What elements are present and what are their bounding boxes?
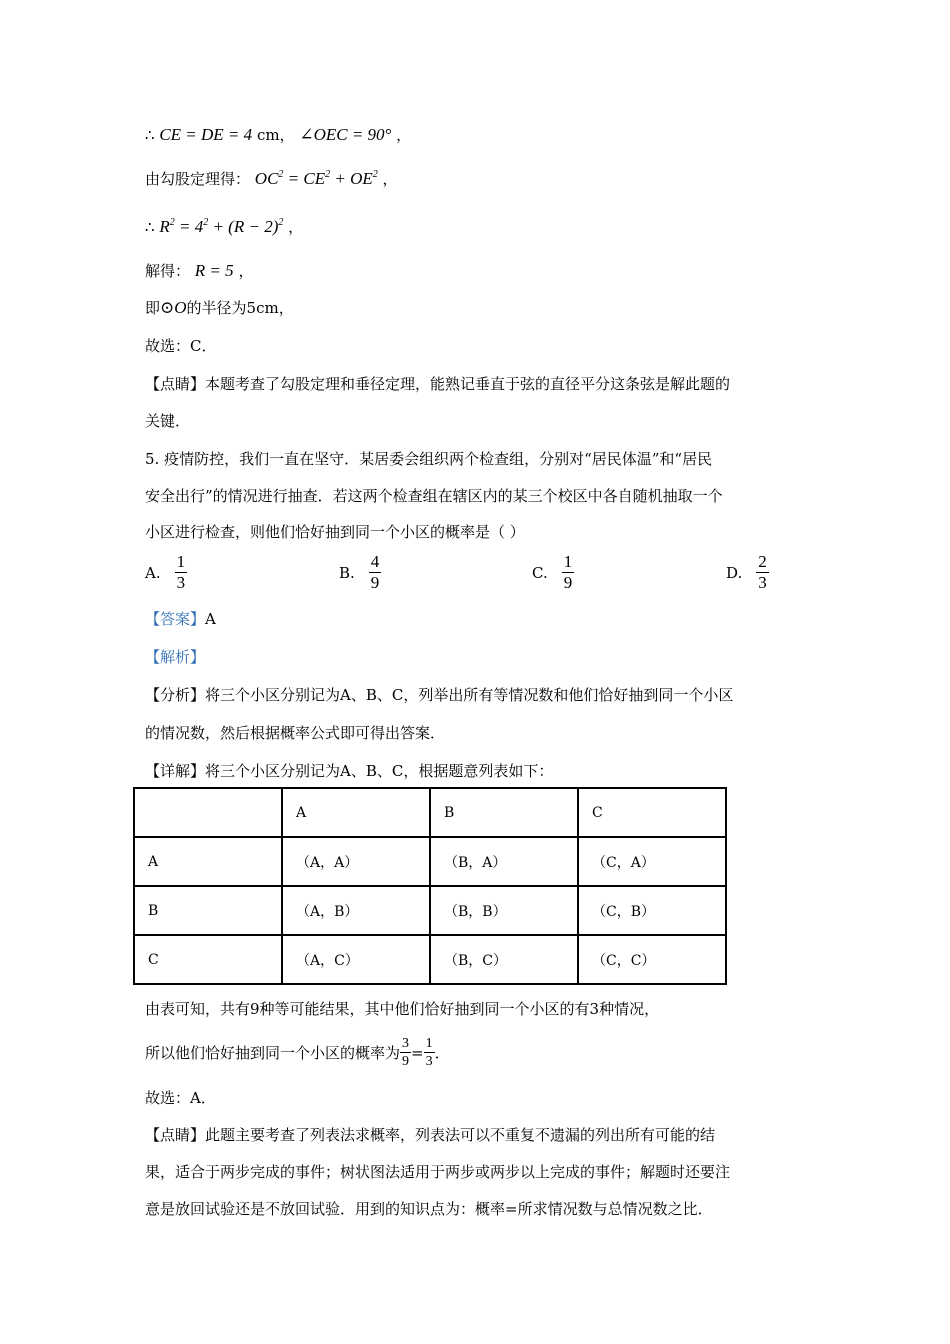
table-cell: （C，B） — [578, 886, 726, 935]
denominator: 3 — [176, 573, 186, 592]
exponent: 2 — [169, 217, 175, 228]
punct: ， — [288, 218, 304, 236]
table-cell — [134, 788, 282, 837]
result-line-2 — [145, 1036, 450, 1069]
table-row — [134, 837, 726, 886]
table-cell: （B，C） — [430, 935, 578, 984]
step-substitution — [145, 216, 303, 238]
equation-r-equals-5: R = 5 — [194, 261, 234, 280]
option-fraction — [369, 553, 382, 592]
table-cell: （C，C） — [578, 935, 726, 984]
comment-line-1: 【点睛】此题主要考查了列表法求概率，列表法可以不重复不遗漏的列出所有可能的结 — [145, 1126, 716, 1144]
table-cell: （B，A） — [430, 837, 578, 886]
step-conclusion — [145, 297, 294, 319]
table-cell: （A，B） — [282, 886, 430, 935]
option-label: D. — [726, 563, 743, 582]
exponent: 2 — [325, 169, 331, 180]
choice-line: 故选：C． — [145, 337, 217, 355]
table-row — [134, 886, 726, 935]
term-four: = 4 — [174, 217, 204, 236]
numerator: 2 — [758, 552, 767, 571]
step-pythagoras — [145, 168, 398, 190]
punct: ． — [434, 1043, 450, 1062]
punct: ， — [238, 262, 254, 280]
equation-angle-oec: ∠OEC = 90° — [299, 125, 392, 144]
step-label: 由勾股定理得： — [145, 170, 251, 188]
text: 所以他们恰好抽到同一个小区的概率为 — [145, 1043, 401, 1062]
question-5-line-1: 5. 疫情防控，我们一直在坚守．某居委会组织两个检查组，分别对“居民体温”和“居民 — [145, 450, 713, 468]
answer-tag: 【答案】 — [145, 610, 206, 628]
denominator: 9 — [402, 1054, 410, 1069]
table-cell: （A，C） — [282, 935, 430, 984]
punct: ， — [382, 170, 398, 188]
option-fraction — [562, 553, 575, 592]
fraction-1-3 — [424, 1036, 435, 1069]
equation-pythagoras — [255, 169, 378, 188]
option-fraction — [756, 553, 769, 592]
option-d — [726, 553, 769, 592]
denominator: 3 — [425, 1054, 433, 1069]
table-cell: （A，A） — [282, 837, 430, 886]
numerator: 3 — [402, 1036, 410, 1051]
choice-line: 故选：A． — [145, 1089, 216, 1107]
therefore-symbol: ∴ — [145, 126, 155, 144]
equation-ce-de: CE = DE = 4 — [159, 125, 253, 144]
text: 即 — [145, 299, 161, 317]
table-cell: （B，B） — [430, 886, 578, 935]
denominator: 3 — [758, 573, 767, 592]
option-fraction — [175, 553, 188, 592]
numerator: 4 — [370, 552, 380, 571]
exponent: 2 — [278, 217, 284, 228]
analysis-tag: 【解析】 — [145, 648, 206, 666]
term-r: R — [159, 217, 170, 236]
answer-line — [145, 608, 216, 630]
unit-cm: cm， — [256, 126, 295, 144]
table-row — [134, 935, 726, 984]
question-5-line-3: 小区进行检查，则他们恰好抽到同一个小区的概率是（ ） — [145, 523, 525, 541]
option-b — [339, 553, 381, 592]
fraction-3-9 — [400, 1036, 411, 1069]
detail-line: 【详解】将三个小区分别记为A、B、C，根据题意列表如下： — [145, 762, 554, 780]
comment-line-2: 果，适合于两步完成的事件；树状图法适用于两步或两步以上完成的事件；解题时还要注 — [145, 1163, 731, 1181]
exponent: 2 — [372, 169, 378, 180]
result-line-1: 由表可知，共有9种等可能结果，其中他们恰好抽到同一个小区的有3种情况， — [145, 1000, 660, 1018]
table-header-row — [134, 788, 726, 837]
exponent: 2 — [203, 217, 209, 228]
question-5-line-2: 安全出行”的情况进行抽查．若这两个检查组在辖区内的某三个校区中各自随机抽取一个 — [145, 487, 723, 505]
comment-line-1: 【点睛】本题考查了勾股定理和垂径定理，能熟记垂直于弦的直径平分这条弦是解此题的 — [145, 375, 731, 393]
step-label: 解得： — [145, 262, 191, 280]
answer-value: A — [205, 610, 216, 628]
therefore-symbol: ∴ — [145, 218, 155, 236]
numerator: 1 — [563, 552, 573, 571]
numerator: 1 — [176, 552, 186, 571]
comment-line-3: 意是放回试验还是不放回试验．用到的知识点为：概率=所求情况数与总情况数之比． — [145, 1200, 713, 1218]
table-cell: C — [578, 788, 726, 837]
step-chord-halves — [145, 124, 411, 146]
outcome-table — [133, 787, 727, 985]
denominator: 9 — [563, 573, 573, 592]
option-c — [532, 553, 574, 592]
option-label: A. — [145, 563, 161, 582]
comment-line-2: 关键． — [145, 412, 191, 430]
equals-sign: = — [411, 1043, 424, 1062]
equation-radius — [159, 217, 283, 236]
term-r-minus-2: + (R − 2) — [208, 217, 279, 236]
table-cell: C — [134, 935, 282, 984]
circle-o-symbol: ⊙O — [160, 298, 187, 317]
option-a — [145, 553, 187, 592]
punct: ， — [396, 126, 412, 144]
numerator: 1 — [425, 1036, 433, 1051]
table-cell: （C，A） — [578, 837, 726, 886]
option-label: C. — [532, 563, 548, 582]
text: 的半径为5cm， — [186, 299, 294, 317]
step-solve — [145, 260, 253, 282]
term-ce: = CE — [283, 169, 326, 188]
analysis-line-2: 的情况数，然后根据概率公式即可得出答案． — [145, 724, 446, 742]
table-cell: A — [282, 788, 430, 837]
denominator: 9 — [370, 573, 380, 592]
table-cell: A — [134, 837, 282, 886]
table-cell: B — [134, 886, 282, 935]
analysis-line-1: 【分析】将三个小区分别记为A、B、C，列举出所有等情况数和他们恰好抽到同一个小区 — [145, 686, 734, 704]
term-oe: + OE — [330, 169, 373, 188]
exponent: 2 — [278, 169, 284, 180]
option-label: B. — [339, 563, 355, 582]
term-oc: OC — [254, 169, 279, 188]
table-cell: B — [430, 788, 578, 837]
